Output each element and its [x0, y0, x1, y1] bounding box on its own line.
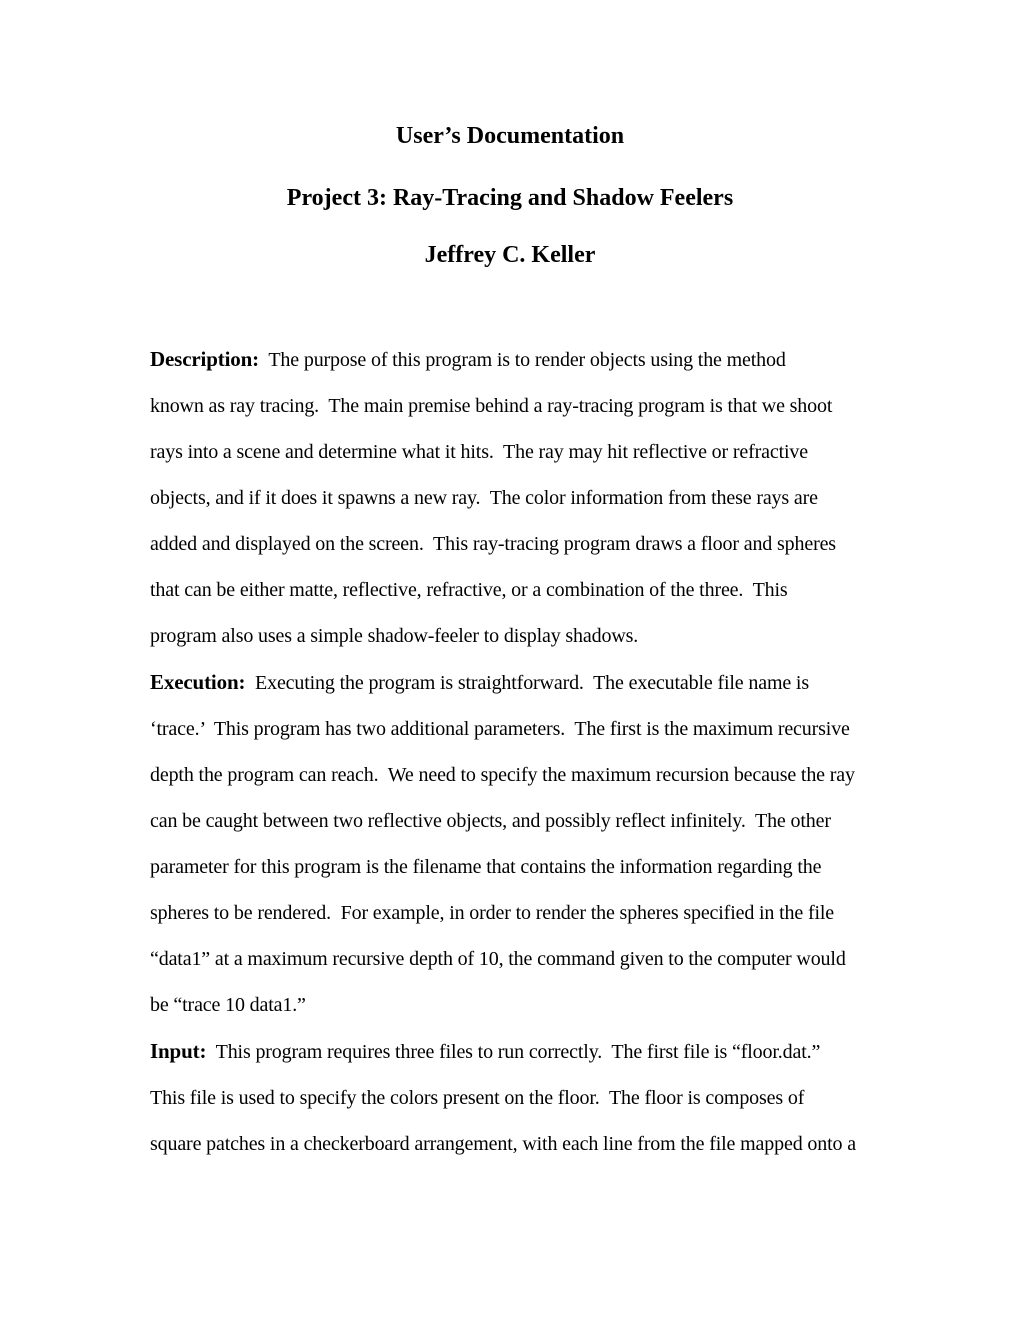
text-line: ‘trace.’ This program has two additional parameters. The first is the maximum recursive [150, 718, 850, 740]
text-line [150, 659, 870, 706]
text-line: program also uses a simple shadow-feeler to display shadows. [150, 625, 639, 647]
text-line [150, 336, 870, 383]
text-line: objects, and if it does it spawns a new ray. The color information from these rays are [150, 487, 818, 509]
title-block [150, 122, 870, 269]
text-line: that can be either matte, reflective, refractive, or a combination of the three. This [150, 579, 788, 601]
section-heading-execution: Execution: [150, 670, 246, 694]
text-line: This file is used to specify the colors present on the floor. The floor is composes of [150, 1087, 805, 1109]
text-line: can be caught between two reflective objects, and possibly reflect infinitely. The other [150, 810, 831, 832]
text-line-content: This program requires three files to run correctly. The first file is “floor.dat.” [206, 1041, 821, 1063]
document-author: Jeffrey C. Keller [424, 242, 596, 268]
text-line: known as ray tracing. The main premise behind a ray-tracing program is that we shoot [150, 395, 833, 417]
text-line-content: The purpose of this program is to render objects using the method [259, 349, 786, 371]
document-title: User’s Documentation [395, 123, 625, 149]
section-execution [150, 659, 870, 1028]
section-description [150, 336, 870, 659]
text-line: parameter for this program is the filename that contains the information regarding the [150, 856, 822, 878]
text-line: spheres to be rendered. For example, in order to render the spheres specified in the file [150, 902, 835, 924]
text-line: added and displayed on the screen. This ray-tracing program draws a floor and spheres [150, 533, 836, 555]
section-input [150, 1028, 870, 1167]
text-line-content: Executing the program is straightforward. The executable file name is [245, 672, 809, 694]
document-subtitle: Project 3: Ray-Tracing and Shadow Feelers [286, 185, 734, 211]
text-line: be “trace 10 data1.” [150, 994, 306, 1016]
text-line [150, 1028, 870, 1075]
section-heading-description: Description: [150, 347, 260, 371]
text-line: square patches in a checkerboard arrangement, with each line from the file mapped onto a [150, 1133, 856, 1155]
text-line: rays into a scene and determine what it hits. The ray may hit reflective or refractive [150, 441, 808, 463]
text-line: depth the program can reach. We need to specify the maximum recursion because the ray [150, 764, 855, 786]
text-line: “data1” at a maximum recursive depth of 10, the command given to the computer would [150, 948, 846, 970]
section-heading-input: Input: [150, 1039, 207, 1063]
body-text [150, 336, 870, 1167]
